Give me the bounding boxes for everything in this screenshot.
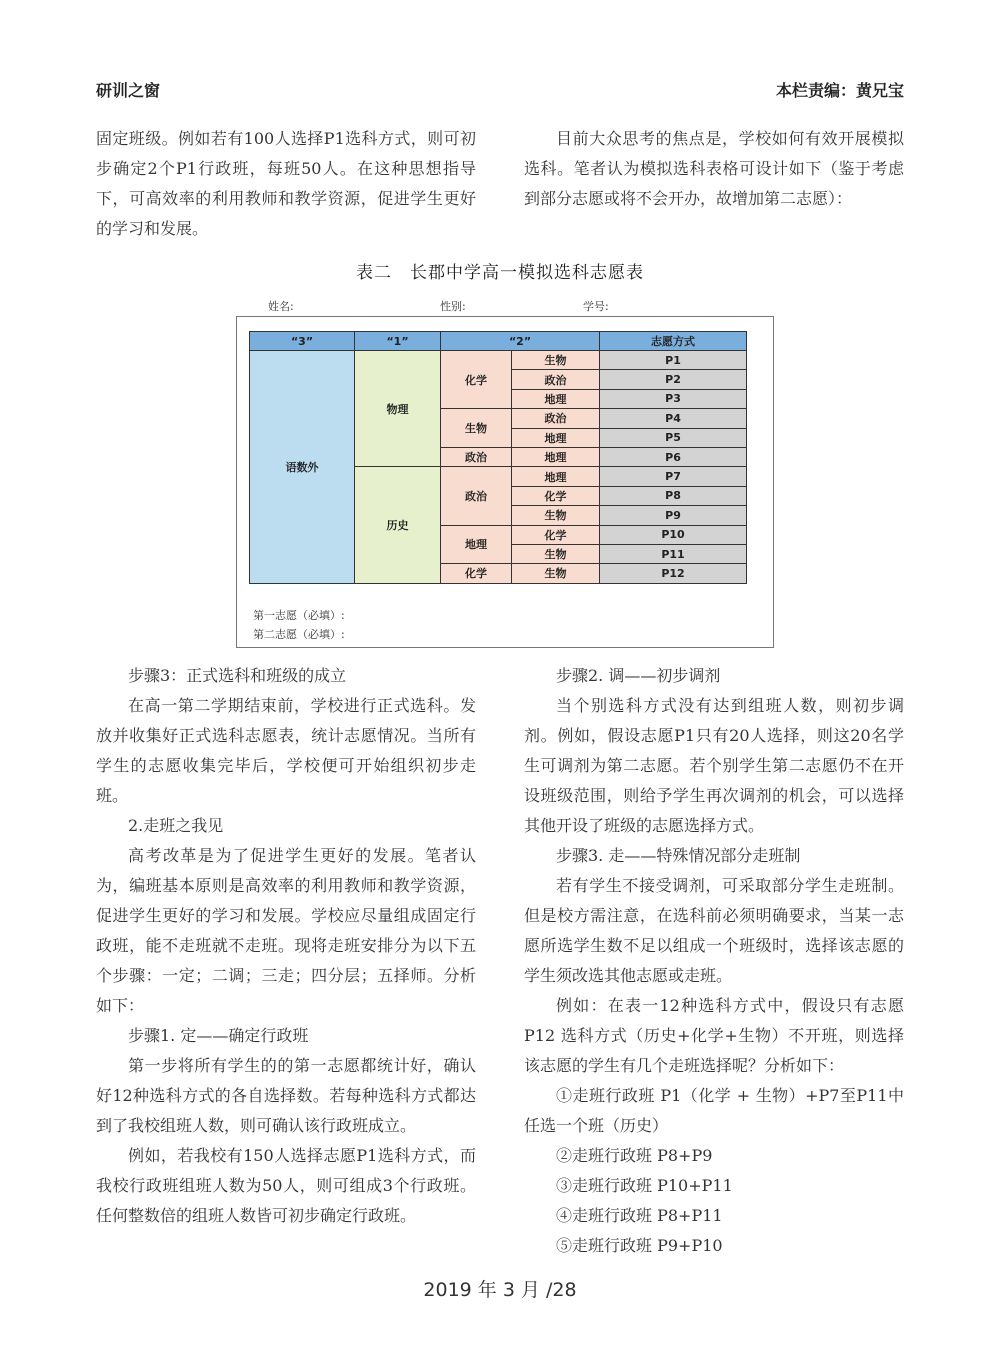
subject-group-cell: 地理 [441,525,512,564]
column-title: 研训之窗 [96,81,161,100]
paragraph: 例如：在表一12种选科方式中，假设只有志愿P12 选科方式（历史+化学+生物）不开班，则选择该志愿的学生有几个走班选择呢？分析如下： [524,996,904,1075]
subject-group-cell: 生物 [441,409,512,448]
subject-cell: 化学 [512,486,600,505]
paragraph: 例如，若我校有150人选择志愿P1选科方式，而我校行政班组班人数为50人，则可组成3个行政班。任何整数倍的组班人数皆可初步确定行政班。 [96,1146,476,1225]
paragraph: 第一步将所有学生的的第一志愿都统计好，确认好12种选科方式的各自选择数。若每种选科方式都达到了我校组班人数，则可确认该行政班成立。 [96,1056,476,1135]
paragraph: 在高一第二学期结束前，学校进行正式选科。发放并收集好正式选科志愿表，统计志愿情况。当所有学生的志愿收集完毕后，学校便可开始组织初步走班。 [96,696,476,805]
subject-cell: 生物 [512,351,600,370]
mode-cell: P3 [600,389,747,408]
section-heading: 2.走班之我见 [128,816,224,835]
paragraph: 若有学生不接受调剂，可采取部分学生走班制。但是校方需注意，在选科前必须明确要求，当某一志愿所选学生数不足以组成一个班级时，选择该志愿的学生须改选其他志愿或走班。 [524,876,904,985]
subject-cell: 政治 [512,370,600,389]
subject-cell: 地理 [512,467,600,486]
paragraph: 固定班级。例如若有100人选择P1选科方式，则可初步确定2个P1行政班，每班50人。在这种思想指导下，可高效率的利用教师和教学资源，促进学生更好的学习和发展。 [96,129,476,238]
step-heading: 步骤2. 调——初步调剂 [556,666,721,685]
paragraph: 高考改革是为了促进学生更好的发展。笔者认为，编班基本原则是高效率的利用教师和教学资源，促进学生更好的学习和发展。学校应尽量组成固定行政班，能不走班就不走班。现将走班安排分为以下五个步骤：一定；二调；三走；四分层；五择师。分析如下： [96,846,476,1015]
mode-cell: P6 [600,447,747,466]
subject-cell: 生物 [512,564,600,583]
subject-cell: 地理 [512,428,600,447]
subject-group-cell: 化学 [441,564,512,583]
mode-cell: P10 [600,525,747,544]
gender-label: 性别: [440,300,466,313]
step-heading: 步骤3：正式选科和班级的成立 [128,666,347,685]
list-item: ③走班行政班 P10+P11 [556,1176,733,1195]
list-item: ⑤走班行政班 P9+P10 [556,1236,723,1255]
mode-cell: P5 [600,428,747,447]
mode-cell: P11 [600,544,747,563]
subject-group-cell: 政治 [441,447,512,466]
subject-group-cell: 政治 [441,467,512,525]
mode-cell: P4 [600,409,747,428]
history-cell: 历史 [355,467,441,583]
mode-cell: P12 [600,564,747,583]
subject-cell: 政治 [512,409,600,428]
bottom-right-column [524,661,904,1261]
name-label: 姓名: [268,300,294,313]
column-editor: 本栏责编：黄兄宝 [775,81,904,100]
table-row [250,351,747,370]
step-heading: 步骤3. 走——特殊情况部分走班制 [556,846,801,865]
mode-cell: P7 [600,467,747,486]
mode-cell: P1 [600,351,747,370]
mode-cell: P8 [600,486,747,505]
student-id-label: 学号: [583,300,609,313]
physics-cell: 物理 [355,351,441,467]
list-item: ①走班行政班 P1（化学 + 生物）+P7至P11中任选一个班（历史） [524,1086,904,1135]
selection-table [249,331,747,584]
mode-cell: P9 [600,506,747,525]
mode-cell: P2 [600,370,747,389]
header-2: “2” [441,332,600,351]
table-header-row [250,332,747,351]
header-mode: 志愿方式 [600,332,747,351]
header-3: “3” [250,332,355,351]
page-footer: 2019 年 3 月 /28 [423,1279,577,1301]
paragraph: 当个别选科方式没有达到组班人数，则初步调剂。例如，假设志愿P1只有20人选择，则这20名学生可调剂为第二志愿。若个别学生第二志愿仍不在开设班级范围，则给予学生再次调剂的机会，可以选择其他开设了班级的志愿选择方式。 [524,696,904,835]
subject-cell: 生物 [512,544,600,563]
paragraph: 目前大众思考的焦点是，学校如何有效开展模拟选科。笔者认为模拟选科表格可设计如下（鉴于考虑到部分志愿或将不会开办，故增加第二志愿）： [524,129,904,208]
list-item: ④走班行政班 P8+P11 [556,1206,723,1225]
top-right-column [524,124,904,214]
header-1: “1” [355,332,441,351]
subject-cell: 化学 [512,525,600,544]
top-left-column [96,124,476,244]
subject-cell: 地理 [512,447,600,466]
bottom-left-column [96,661,476,1231]
table-caption: 表二 长郡中学高一模拟选科志愿表 [356,263,644,283]
first-choice-label: 第一志愿（必填）: [253,609,345,622]
subject-cell: 生物 [512,506,600,525]
subject-cell: 地理 [512,389,600,408]
group-3-cell: 语数外 [250,351,355,584]
subject-group-cell: 化学 [441,351,512,409]
second-choice-label: 第二志愿（必填）: [253,628,345,641]
step-heading: 步骤1. 定——确定行政班 [128,1026,309,1045]
list-item: ②走班行政班 P8+P9 [556,1146,713,1165]
